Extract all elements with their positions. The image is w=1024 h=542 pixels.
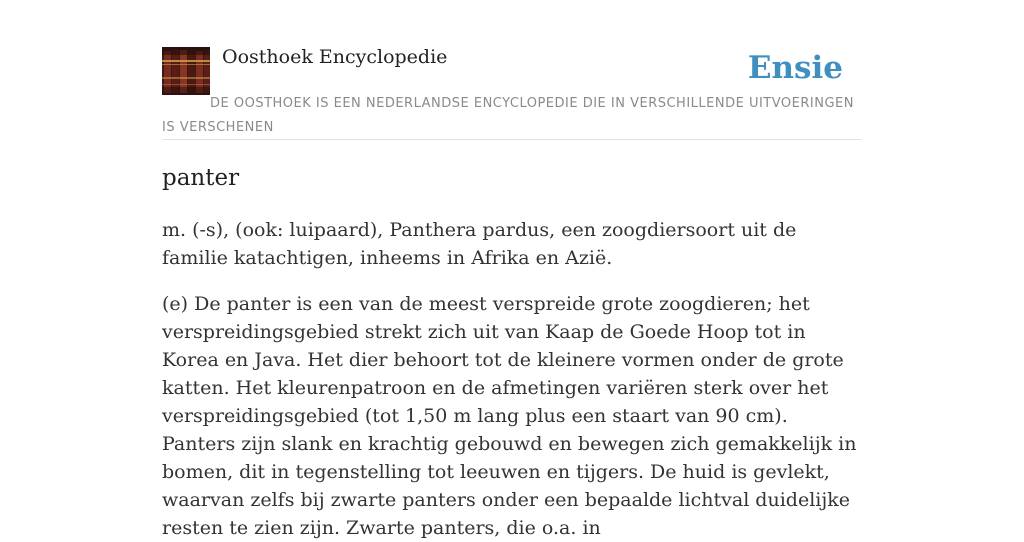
brand-logo[interactable]: Ensie (747, 50, 843, 86)
site-title[interactable]: Oosthoek Encyclopedie (222, 46, 448, 68)
encyclopedia-books-icon[interactable] (162, 47, 210, 95)
entry-definition: m. (-s), (ook: luipaard), Panthera pardus, een zoogdiersoort uit de familie katachtigen, inheems in Afrika en Azië. (162, 219, 797, 269)
entry-description: (e) De panter is een van de meest verspreide grote zoogdieren; het verspreidingsgebied strekt zich uit van Kaap de Goede Hoop tot in Korea en Java. Het dier behoort tot de kleinere vormen onder de grote katten. Het kleurenpatroon en de afmetingen variëren sterk over het verspreidingsgebied (tot 1,50 m lang plus een staart van 90 cm). Panters zijn slank en krachtig gebouwd en bewegen zich gemakkelijk in bomen, dit in tegenstelling tot leeuwen en tijgers. De huid is gevlekt, waarvan zelfs bij zwarte panters onder een bepaalde lichtval duidelijke resten te zien zijn. Zwarte panters, die o.a. in (162, 293, 857, 539)
entry-content (162, 160, 862, 542)
site-tagline: DE OOSTHOEK IS EEN NEDERLANDSE ENCYCLOPEDIE DIE IN VERSCHILLENDE UITVOERINGEN IS VERSCHENEN (162, 96, 854, 135)
entry-title: panter (162, 165, 240, 191)
site-header (162, 44, 862, 140)
